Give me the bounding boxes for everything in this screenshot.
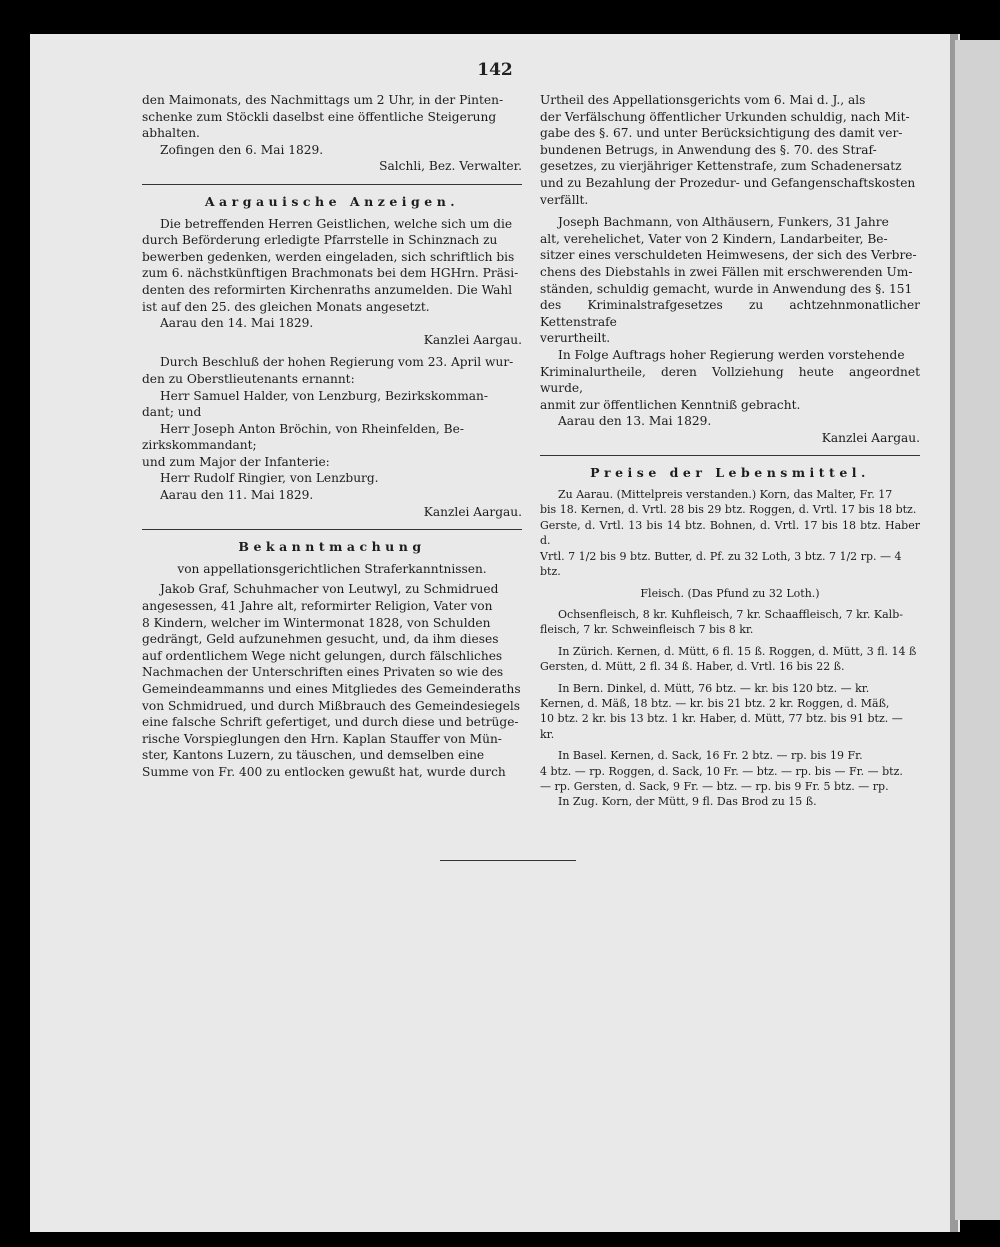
text-line: und zu Bezahlung der Prozedur- und Gefangenschaftskosten — [540, 175, 916, 190]
prices-bern — [540, 681, 920, 743]
text-line: Summe von Fr. 400 zu entlocken gewußt hat, wurde durch — [142, 764, 506, 779]
continuation-notice — [142, 92, 522, 175]
text-line: In Zürich. Kernen, d. Mütt, 6 fl. 15 ß. Roggen, d. Mütt, 3 fl. 14 ß — [558, 644, 917, 658]
text-line: Herr Samuel Halder, von Lenzburg, Bezirkskomman- — [160, 388, 488, 403]
text-line: zirkskommandant; — [142, 438, 257, 453]
notice-pfarrstelle — [142, 216, 522, 349]
text-line: Urtheil des Appellationsgerichts vom 6. Mai d. J., als — [540, 93, 866, 107]
notice-urtheil — [540, 92, 920, 208]
text-line: angesessen, 41 Jahre alt, reformirter Religion, Vater von — [142, 599, 493, 614]
notice-bachmann — [540, 214, 920, 347]
section-divider — [142, 184, 522, 185]
prices-basel — [540, 748, 920, 794]
prices-aarau — [540, 487, 920, 579]
text-line: In Bern. Dinkel, d. Mütt, 76 btz. — kr. bis 120 btz. — kr. — [558, 681, 870, 695]
text-line: In Zug. Korn, der Mütt, 9 fl. Das Brod zu 15 ß. — [558, 795, 817, 809]
text-line: chens des Diebstahls in zwei Fällen mit erschwerenden Um- — [540, 264, 913, 279]
text-line: verfällt. — [540, 192, 589, 207]
text-line: verurtheilt. — [540, 331, 611, 346]
text-line: denten des reformirten Kirchenraths anzumelden. Die Wahl — [142, 282, 513, 297]
text-line: ster, Kantons Luzern, zu täuschen, und demselben eine — [142, 748, 485, 763]
section-subtitle: von appellationsgerichtlichen Straferkanntnissen. — [177, 561, 487, 576]
prices-zug — [540, 794, 920, 809]
text-line: bundenen Betrugs, in Anwendung des §. 70. des Straf- — [540, 142, 877, 157]
text-line: Vrtl. 7 1/2 bis 9 btz. Butter, d. Pf. zu 32 Loth, 3 btz. 7 1/2 rp. — 4 btz. — [540, 549, 902, 579]
left-column — [142, 92, 522, 781]
text-line: Zu Aarau. (Mittelpreis verstanden.) Korn, das Malter, Fr. 17 — [558, 488, 893, 502]
text-line: schenke zum Stöckli daselbst eine öffentliche Steigerung abhalten. — [142, 109, 497, 141]
notice-beschluss — [142, 354, 522, 520]
prices-fleisch — [540, 586, 920, 638]
text-line: den Maimonats, des Nachmittags um 2 Uhr, in der Pinten- — [142, 93, 504, 107]
text-line: auf ordentlichem Wege nicht gelungen, durch fälschliches — [142, 648, 503, 663]
notice-place-date: Aarau den 11. Mai 1829. — [160, 488, 314, 503]
page-number: 142 — [477, 60, 513, 80]
text-line: Herr Joseph Anton Bröchin, von Rheinfelden, Be- — [160, 421, 464, 436]
section-title-anzeigen: Aargauische Anzeigen. — [204, 193, 460, 209]
text-line: gabe des §. 67. und unter Berücksichtigung des damit ver- — [540, 126, 903, 141]
text-line: 8 Kindern, welcher im Wintermonat 1828, von Schulden — [142, 615, 491, 630]
text-line: von Schmidrued, und durch Mißbrauch des Gemeindesiegels — [142, 698, 521, 713]
section-title-preise: Preise der Lebensmittel. — [590, 465, 870, 481]
notice-place-date: Zofingen den 6. Mai 1829. — [160, 142, 324, 157]
text-line: des Kriminalstrafgesetzes zu achtzehnmonatlicher Kettenstrafe — [540, 298, 920, 329]
section-title-bekanntmachung: Bekanntmachung — [238, 539, 426, 555]
right-column — [540, 92, 920, 810]
text-line: In Basel. Kernen, d. Sack, 16 Fr. 2 btz. — rp. bis 19 Fr. — [558, 749, 863, 763]
text-line: bewerben gedenken, werden eingeladen, sich schriftlich bis — [142, 249, 515, 264]
text-line: Gemeindeammanns und eines Mitgliedes des Gemeinderaths — [142, 682, 521, 696]
notice-folge — [540, 347, 920, 447]
notice-graf — [142, 581, 522, 780]
text-line: Kriminalurtheile, deren Vollziehung heute angeordnet wurde, — [540, 364, 920, 396]
notice-place-date: Aarau den 14. Mai 1829. — [160, 316, 314, 331]
text-line: Die betreffenden Herren Geistlichen, welche sich um die — [160, 216, 513, 231]
text-line: zum 6. nächstkünftigen Brachmonats bei dem HGHrn. Präsi- — [142, 266, 519, 281]
text-line: sitzer eines verschuldeten Heimwesens, der sich des Verbre- — [540, 248, 917, 263]
text-line: 10 btz. 2 kr. bis 13 btz. 1 kr. Haber, d. Mütt, 77 btz. bis 91 btz. — kr. — [540, 712, 903, 741]
text-line: Gersten, d. Mütt, 2 fl. 34 ß. Haber, d. Vrtl. 16 bis 22 ß. — [540, 660, 845, 674]
text-line: bis 18. Kernen, d. Vrtl. 28 bis 29 btz. Roggen, d. Vrtl. 17 bis 18 btz. — [540, 503, 917, 517]
text-line: Gerste, d. Vrtl. 13 bis 14 btz. Bohnen, d. Vrtl. 17 bis 18 btz. Haber d. — [540, 518, 920, 548]
text-line: ständen, schuldig gemacht, wurde in Anwendung des §. 151 — [540, 281, 913, 296]
text-line: gedrängt, Geld aufzunehmen gesucht, und, da ihm dieses — [142, 632, 499, 647]
notice-place-date: Aarau den 13. Mai 1829. — [558, 414, 712, 429]
notice-signature: Kanzlei Aargau. — [423, 504, 522, 519]
text-line: gesetzes, zu vierjähriger Kettenstrafe, zum Schadenersatz — [540, 159, 902, 174]
text-line: Kernen, d. Mäß, 18 btz. — kr. bis 21 btz. 2 kr. Roggen, d. Mäß, — [540, 696, 890, 710]
adjacent-page-edge — [955, 40, 1000, 1220]
text-line: und zum Major der Infanterie: — [142, 454, 330, 469]
text-line: 4 btz. — rp. Roggen, d. Sack, 10 Fr. — btz. — rp. bis — Fr. — btz. — [540, 764, 903, 778]
text-line: Herr Rudolf Ringier, von Lenzburg. — [160, 471, 379, 486]
text-line: Durch Beschluß der hohen Regierung vom 23. April wur- — [160, 355, 514, 370]
section-divider — [142, 529, 522, 530]
text-line: — rp. Gersten, d. Sack, 9 Fr. — btz. — rp. bis 9 Fr. 5 btz. — rp. — [540, 779, 889, 793]
text-line: eine falsche Schrift gefertiget, und durch diese und betrüge- — [142, 715, 519, 730]
text-line: alt, verehelichet, Vater von 2 Kindern, Landarbeiter, Be- — [540, 231, 888, 246]
text-line: Ochsenfleisch, 8 kr. Kuhfleisch, 7 kr. Schaaffleisch, 7 kr. Kalb- — [558, 607, 903, 621]
text-line: rische Vorspieglungen den Hrn. Kaplan Stauffer von Mün- — [142, 731, 502, 746]
section-divider — [540, 455, 920, 456]
text-line: anmit zur öffentlichen Kenntniß gebracht. — [540, 397, 801, 412]
text-line: In Folge Auftrags hoher Regierung werden vorstehende — [558, 347, 905, 362]
text-line: der Verfälschung öffentlicher Urkunden schuldig, nach Mit- — [540, 109, 910, 124]
notice-signature: Salchli, Bez. Verwalter. — [379, 159, 522, 174]
newspaper-page — [30, 34, 960, 1232]
text-line: Joseph Bachmann, von Althäusern, Funkers, 31 Jahre — [558, 215, 889, 230]
text-line: durch Beförderung erledigte Pfarrstelle in Schinznach zu — [142, 233, 498, 248]
text-line: fleisch, 7 kr. Schweinfleisch 7 bis 8 kr. — [540, 623, 754, 637]
text-line: ist auf den 25. des gleichen Monats angesetzt. — [142, 299, 430, 314]
text-line: den zu Oberstlieutenants ernannt: — [142, 371, 355, 386]
notice-signature: Kanzlei Aargau. — [423, 332, 522, 347]
prices-subheading: Fleisch. (Das Pfund zu 32 Loth.) — [640, 586, 820, 600]
notice-signature: Kanzlei Aargau. — [821, 430, 920, 445]
prices-zuerich — [540, 644, 920, 675]
text-line: dant; und — [142, 405, 202, 420]
text-line: Jakob Graf, Schuhmacher von Leutwyl, zu Schmidrued — [160, 582, 499, 597]
text-line: Nachmachen der Unterschriften eines Privaten so wie des — [142, 665, 504, 680]
closing-rule — [440, 860, 576, 861]
